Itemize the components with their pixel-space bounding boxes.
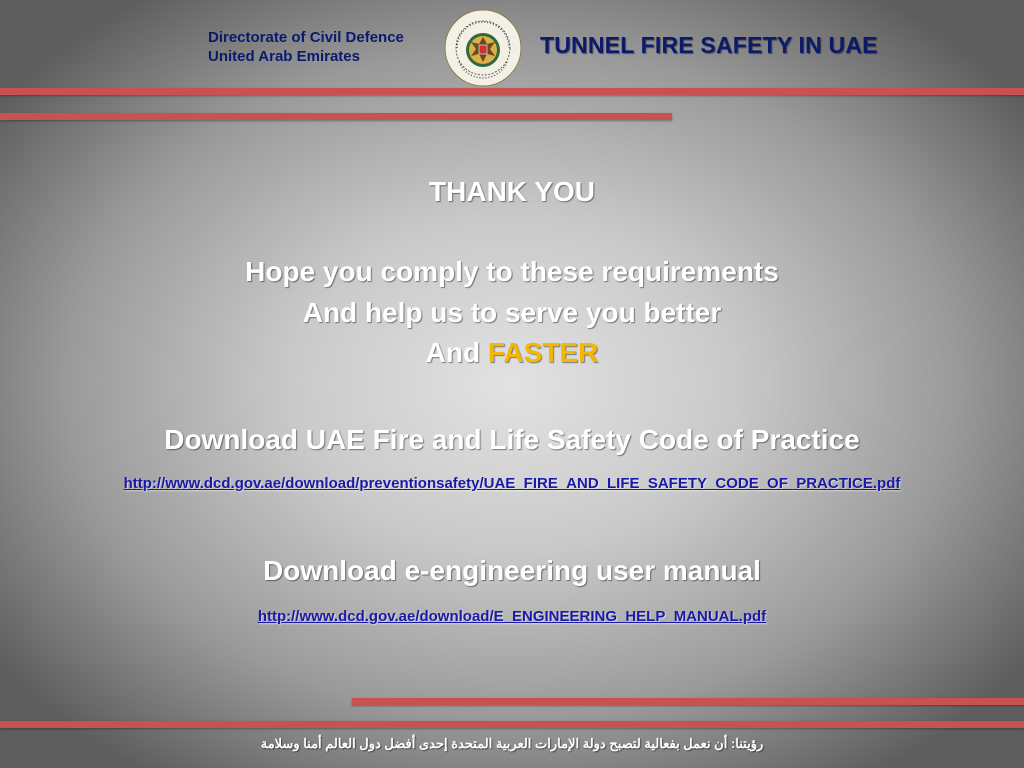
org-line-1: Directorate of Civil Defence	[208, 29, 404, 46]
thank-you-heading: THANK YOU	[429, 176, 595, 207]
download-manual-heading: Download e-engineering user manual	[263, 555, 761, 586]
message-line-1: Hope you comply to these requirements	[245, 256, 779, 287]
vision-statement: رؤيتنا: أن نعمل بفعالية لتصبح دولة الإمارات العربية المتحدة إحدى أفضل دول العالم أمنا وسلامة	[260, 736, 764, 751]
footer-divider-bar-short	[352, 698, 1024, 705]
presentation-title: TUNNEL FIRE SAFETY IN UAE	[540, 32, 878, 58]
message-line-3	[0, 337, 1024, 369]
organization-name	[208, 28, 404, 66]
code-of-practice-link[interactable]: http://www.dcd.gov.ae/download/preventionsafety/UAE_FIRE_AND_LIFE_SAFETY_CODE_OF_PRACTICE.pdf	[123, 475, 901, 492]
message-line-2: And help us to serve you better	[302, 297, 722, 328]
engineering-manual-link[interactable]: http://www.dcd.gov.ae/download/E_ENGINEERING_HELP_MANUAL.pdf	[257, 608, 767, 625]
download-code-heading: Download UAE Fire and Life Safety Code of Practice	[164, 424, 860, 455]
org-line-2: United Arab Emirates	[208, 48, 360, 65]
header-divider-bar-short	[0, 113, 672, 120]
message-line-3-prefix: And	[425, 337, 488, 368]
header-divider-bar	[0, 88, 1024, 95]
faster-highlight: FASTER	[487, 337, 599, 368]
civil-defence-emblem-icon	[443, 8, 523, 88]
footer-divider-bar	[0, 721, 1024, 728]
